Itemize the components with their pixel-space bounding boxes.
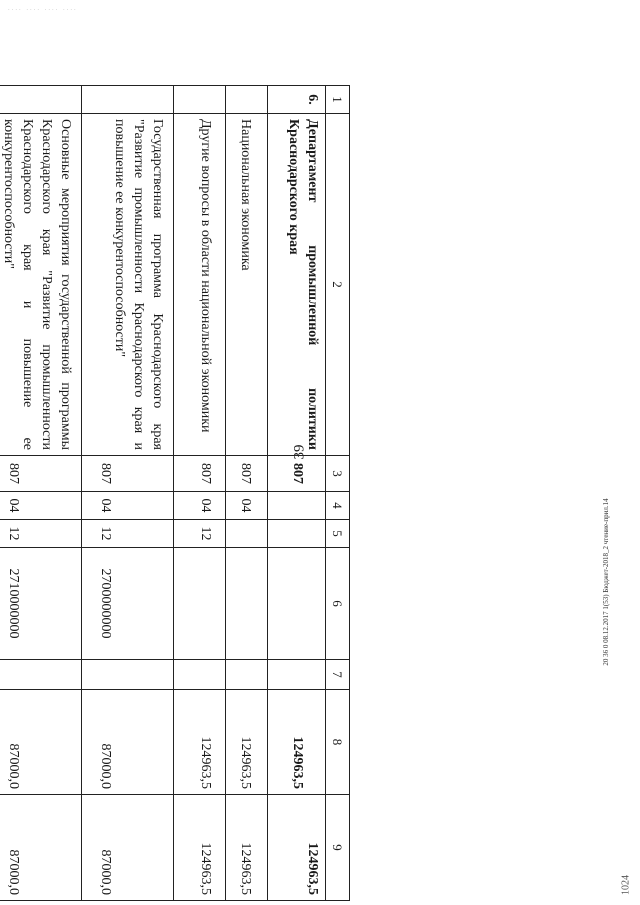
table-row: [174, 86, 226, 901]
cell-ministry-code: 807: [174, 456, 226, 492]
row-name: Государственная программа Краснодарского края "Развитие промышленности Краснодарского края и повышение ее конкурентоспособности": [82, 114, 174, 456]
cell-ministry-code: 807: [0, 456, 82, 492]
header-cell: 6: [326, 548, 350, 660]
cell-expense-type: [82, 660, 174, 690]
header-cell: 1: [326, 86, 350, 114]
cell-expense-type: [226, 660, 268, 690]
cell-amount: 124963,5: [268, 795, 326, 901]
cell-section: 04: [174, 492, 226, 520]
table-row: [226, 86, 268, 901]
cell-section: 04: [226, 492, 268, 520]
rotated-table-container: [0, 85, 350, 900]
cell-amount: 124963,5: [226, 795, 268, 901]
cell-amount: 124963,5: [226, 690, 268, 795]
header-cell: 4: [326, 492, 350, 520]
cell-ministry-code: 807: [226, 456, 268, 492]
cell-expense-type: [174, 660, 226, 690]
cell-target-article: [226, 548, 268, 660]
scan-marks: .... .... .... ....: [8, 6, 78, 12]
header-cell: 5: [326, 520, 350, 548]
header-cell: 3: [326, 456, 350, 492]
row-number: [0, 86, 82, 114]
cell-section: 04: [0, 492, 82, 520]
table-row: [82, 86, 174, 901]
header-cell: 9: [326, 795, 350, 901]
cell-subsection: 12: [0, 520, 82, 548]
row-number: [82, 86, 174, 114]
cell-amount: 87000,0: [82, 690, 174, 795]
document-footer-code: 20 36 0 08.12.2017 1(53) Бюджет-2018_2 чтение-прил.14: [602, 498, 610, 666]
table-row: [268, 86, 326, 901]
row-name: Национальная экономика: [226, 114, 268, 456]
cell-subsection: 12: [174, 520, 226, 548]
cell-amount: 124963,5: [174, 795, 226, 901]
cell-section: 04: [82, 492, 174, 520]
cell-subsection: [226, 520, 268, 548]
cell-expense-type: [268, 660, 326, 690]
cell-amount: 124963,5: [174, 690, 226, 795]
cell-ministry-code: 807: [82, 456, 174, 492]
corner-page-number: 1024: [620, 875, 632, 895]
cell-amount: 124963,5: [268, 690, 326, 795]
row-number: 6.: [268, 86, 326, 114]
cell-target-article: 2700000000: [82, 548, 174, 660]
row-name: Департамент промышленной политики Краснодарского края: [268, 114, 326, 456]
cell-target-article: [174, 548, 226, 660]
header-cell: 2: [326, 114, 350, 456]
header-cell: 7: [326, 660, 350, 690]
cell-section: [268, 492, 326, 520]
page-number: 39: [291, 444, 308, 460]
cell-target-article: [268, 548, 326, 660]
cell-ministry-code: 807: [268, 456, 326, 492]
table-row: [0, 86, 82, 901]
cell-target-article: 2710000000: [0, 548, 82, 660]
row-number: [226, 86, 268, 114]
cell-amount: 87000,0: [0, 795, 82, 901]
row-number: [174, 86, 226, 114]
cell-amount: 87000,0: [82, 795, 174, 901]
cell-subsection: 12: [82, 520, 174, 548]
header-cell: 8: [326, 690, 350, 795]
budget-table: [0, 85, 350, 901]
row-name: Другие вопросы в области национальной экономики: [174, 114, 226, 456]
cell-amount: 87000,0: [0, 690, 82, 795]
cell-expense-type: [0, 660, 82, 690]
header-row: [326, 86, 350, 901]
row-name: Основные мероприятия государственной программы Краснодарского края "Развитие промышленности Краснодарского края и повышение ее конкурентоспособности": [0, 114, 82, 456]
cell-subsection: [268, 520, 326, 548]
